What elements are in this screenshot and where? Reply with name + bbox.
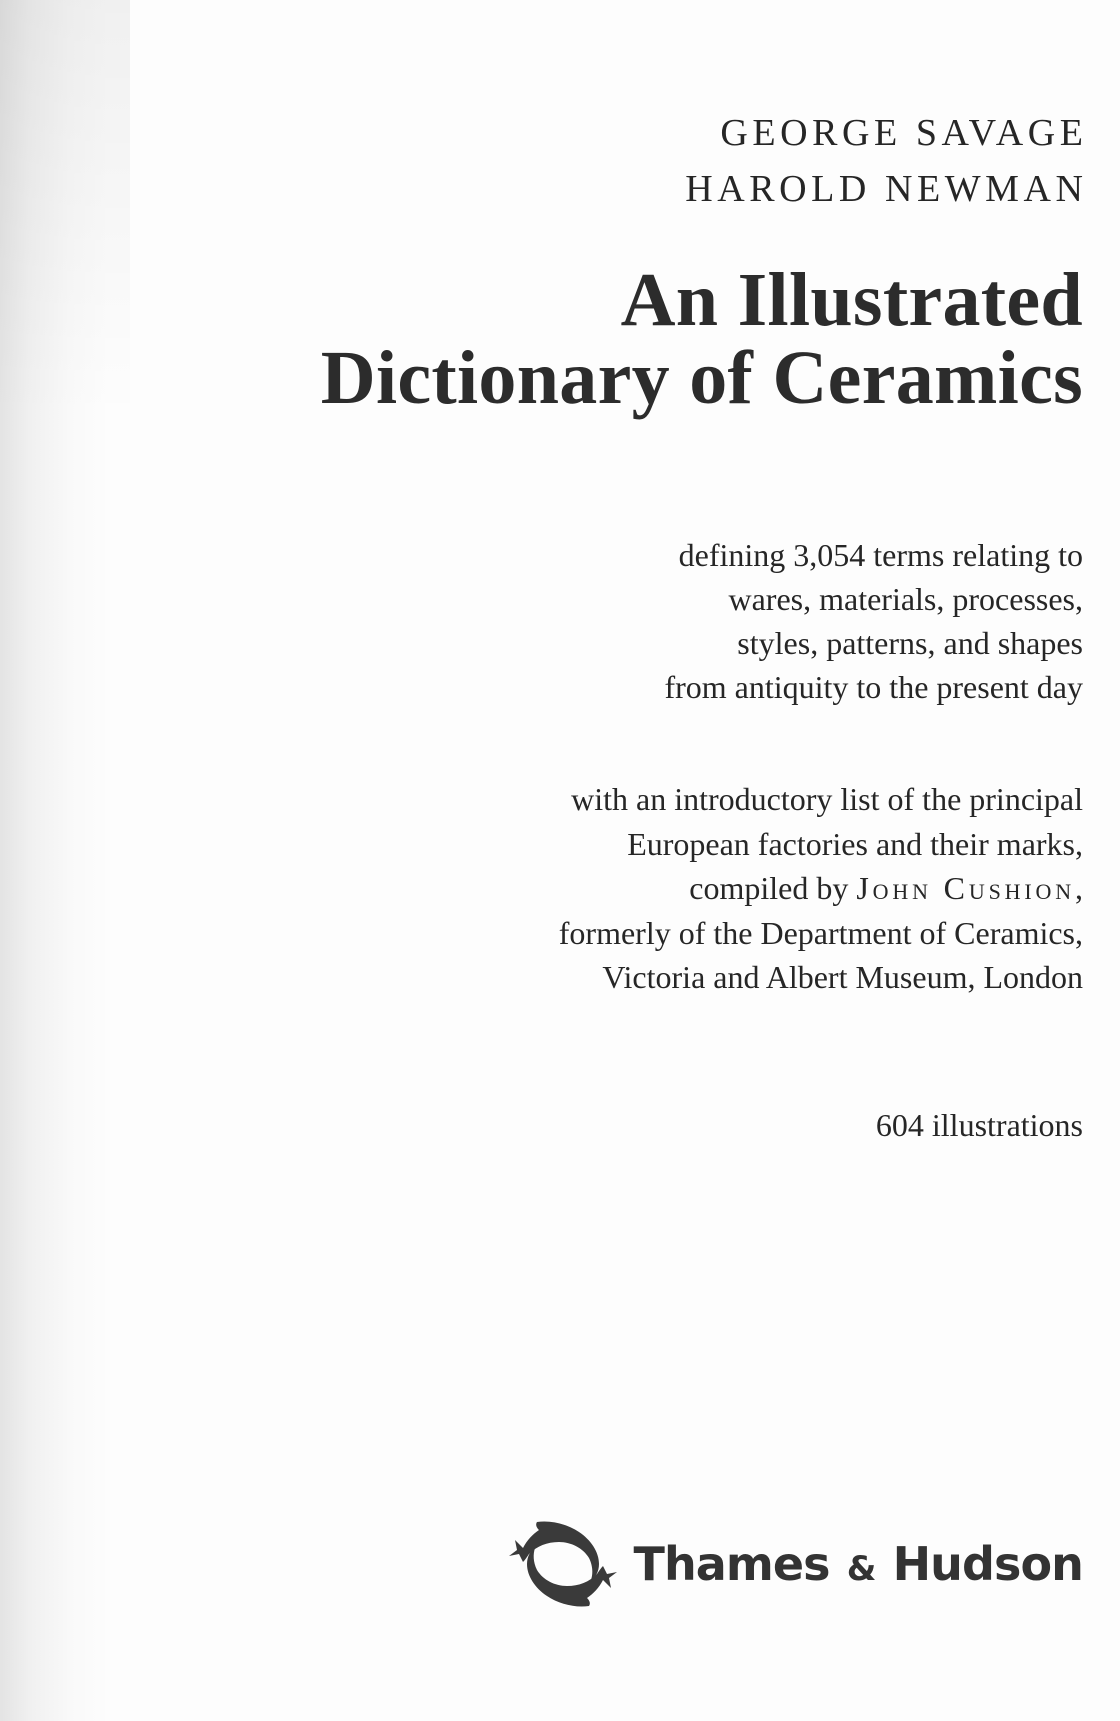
compiler-note-line-3 — [689, 872, 1083, 904]
compiler-note-line-2: European factories and their marks, — [627, 826, 1083, 862]
compiler-name: John Cushion — [856, 870, 1075, 906]
publisher-name-hudson: Hudson — [892, 1537, 1083, 1591]
compiler-note-line-1: with an introductory list of the principal — [571, 781, 1083, 817]
illustrations-count: 604 illustrations — [875, 1107, 1083, 1143]
publisher-ampersand: & — [846, 1549, 876, 1589]
description-line-1: defining 3,054 terms relating to — [678, 537, 1083, 573]
book-title-line-2: Dictionary of Ceramics — [320, 336, 1083, 420]
compiled-by-text: compiled by — [689, 870, 857, 906]
publisher-name — [633, 1537, 1083, 1591]
author-harold-newman: HAROLD NEWMAN — [685, 168, 1088, 210]
compiler-note-line-4: formerly of the Department of Ceramics, — [558, 915, 1083, 951]
compiler-comma: , — [1075, 870, 1083, 906]
author-george-savage: GEORGE SAVAGE — [720, 112, 1088, 154]
publisher-imprint — [507, 1516, 1083, 1612]
description-line-2: wares, materials, processes, — [728, 581, 1083, 617]
description-line-3: styles, patterns, and shapes — [737, 625, 1083, 661]
description-line-4: from antiquity to the present day — [664, 669, 1083, 705]
dolphins-logo-icon — [507, 1516, 619, 1612]
compiler-note-line-5: Victoria and Albert Museum, London — [602, 959, 1083, 995]
book-title-line-1: An Illustrated — [620, 258, 1083, 342]
publisher-name-thames: Thames — [633, 1537, 830, 1591]
